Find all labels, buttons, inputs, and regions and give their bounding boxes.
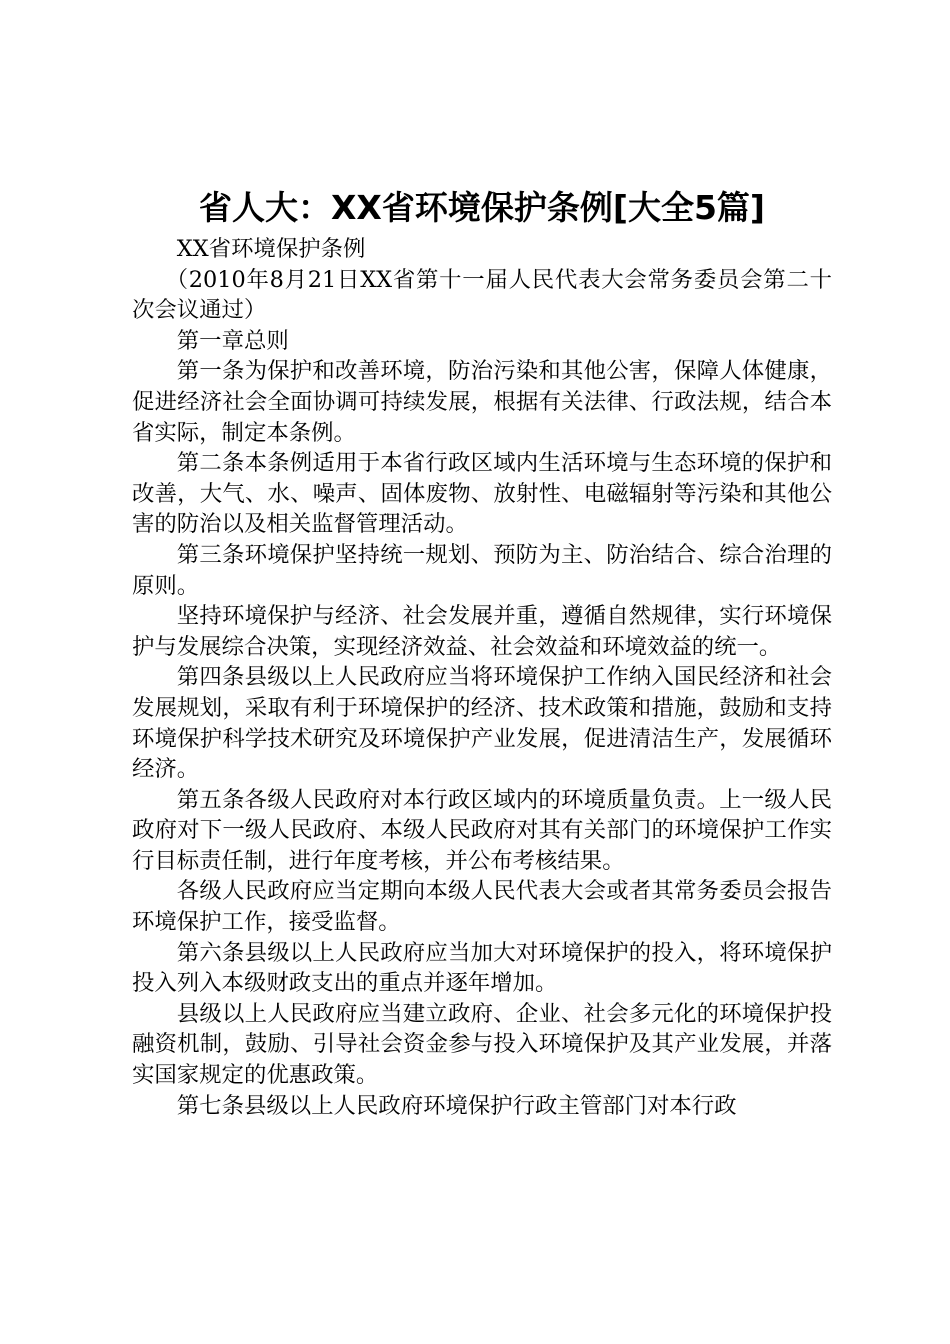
document-title: 省人大：XX省环境保护条例[大全5篇] [198, 188, 765, 227]
article-4: 第四条县级以上人民政府应当将环境保护工作纳入国民经济和社会发展规划，采取有利于环境保护的经济、技术政策和措施，鼓励和支持环境保护科学技术研究及环境保护产业发展，促进清洁生产，发展循环经济。 [132, 664, 832, 783]
article-5-paragraph-2: 各级人民政府应当定期向本级人民代表大会或者其常务委员会报告环境保护工作，接受监督。 [132, 878, 832, 936]
adoption-note: （2010年8月21日XX省第十一届人民代表大会常务委员会第二十次会议通过） [132, 266, 832, 324]
article-7: 第七条县级以上人民政府环境保护行政主管部门对本行政 [176, 1092, 737, 1119]
article-3-paragraph-2: 坚持环境保护与经济、社会发展并重，遵循自然规律，实行环境保护与发展综合决策，实现经济效益、社会效益和环境效益的统一。 [132, 603, 832, 660]
article-3: 第三条环境保护坚持统一规划、预防为主、防治结合、综合治理的原则。 [132, 541, 832, 599]
law-name: XX省环境保护条例 [176, 236, 366, 262]
article-6-paragraph-2: 县级以上人民政府应当建立政府、企业、社会多元化的环境保护投融资机制，鼓励、引导社会资金参与投入环境保护及其产业发展，并落实国家规定的优惠政策。 [132, 1000, 832, 1089]
document-page [132, 186, 832, 1121]
article-2: 第二条本条例适用于本省行政区域内生活环境与生态环境的保护和改善，大气、水、噪声、固体废物、放射性、电磁辐射等污染和其他公害的防治以及相关监督管理活动。 [132, 450, 832, 538]
article-6: 第六条县级以上人民政府应当加大对环境保护的投入，将环境保护投入列入本级财政支出的重点并逐年增加。 [132, 939, 832, 997]
article-1: 第一条为保护和改善环境，防治污染和其他公害，保障人体健康，促进经济社会全面协调可持续发展，根据有关法律、行政法规，结合本省实际，制定本条例。 [132, 358, 832, 446]
article-5: 第五条各级人民政府对本行政区域内的环境质量负责。上一级人民政府对下一级人民政府、本级人民政府对其有关部门的环境保护工作实行目标责任制，进行年度考核，并公布考核结果。 [132, 786, 832, 874]
chapter-heading: 第一章总则 [176, 327, 289, 354]
